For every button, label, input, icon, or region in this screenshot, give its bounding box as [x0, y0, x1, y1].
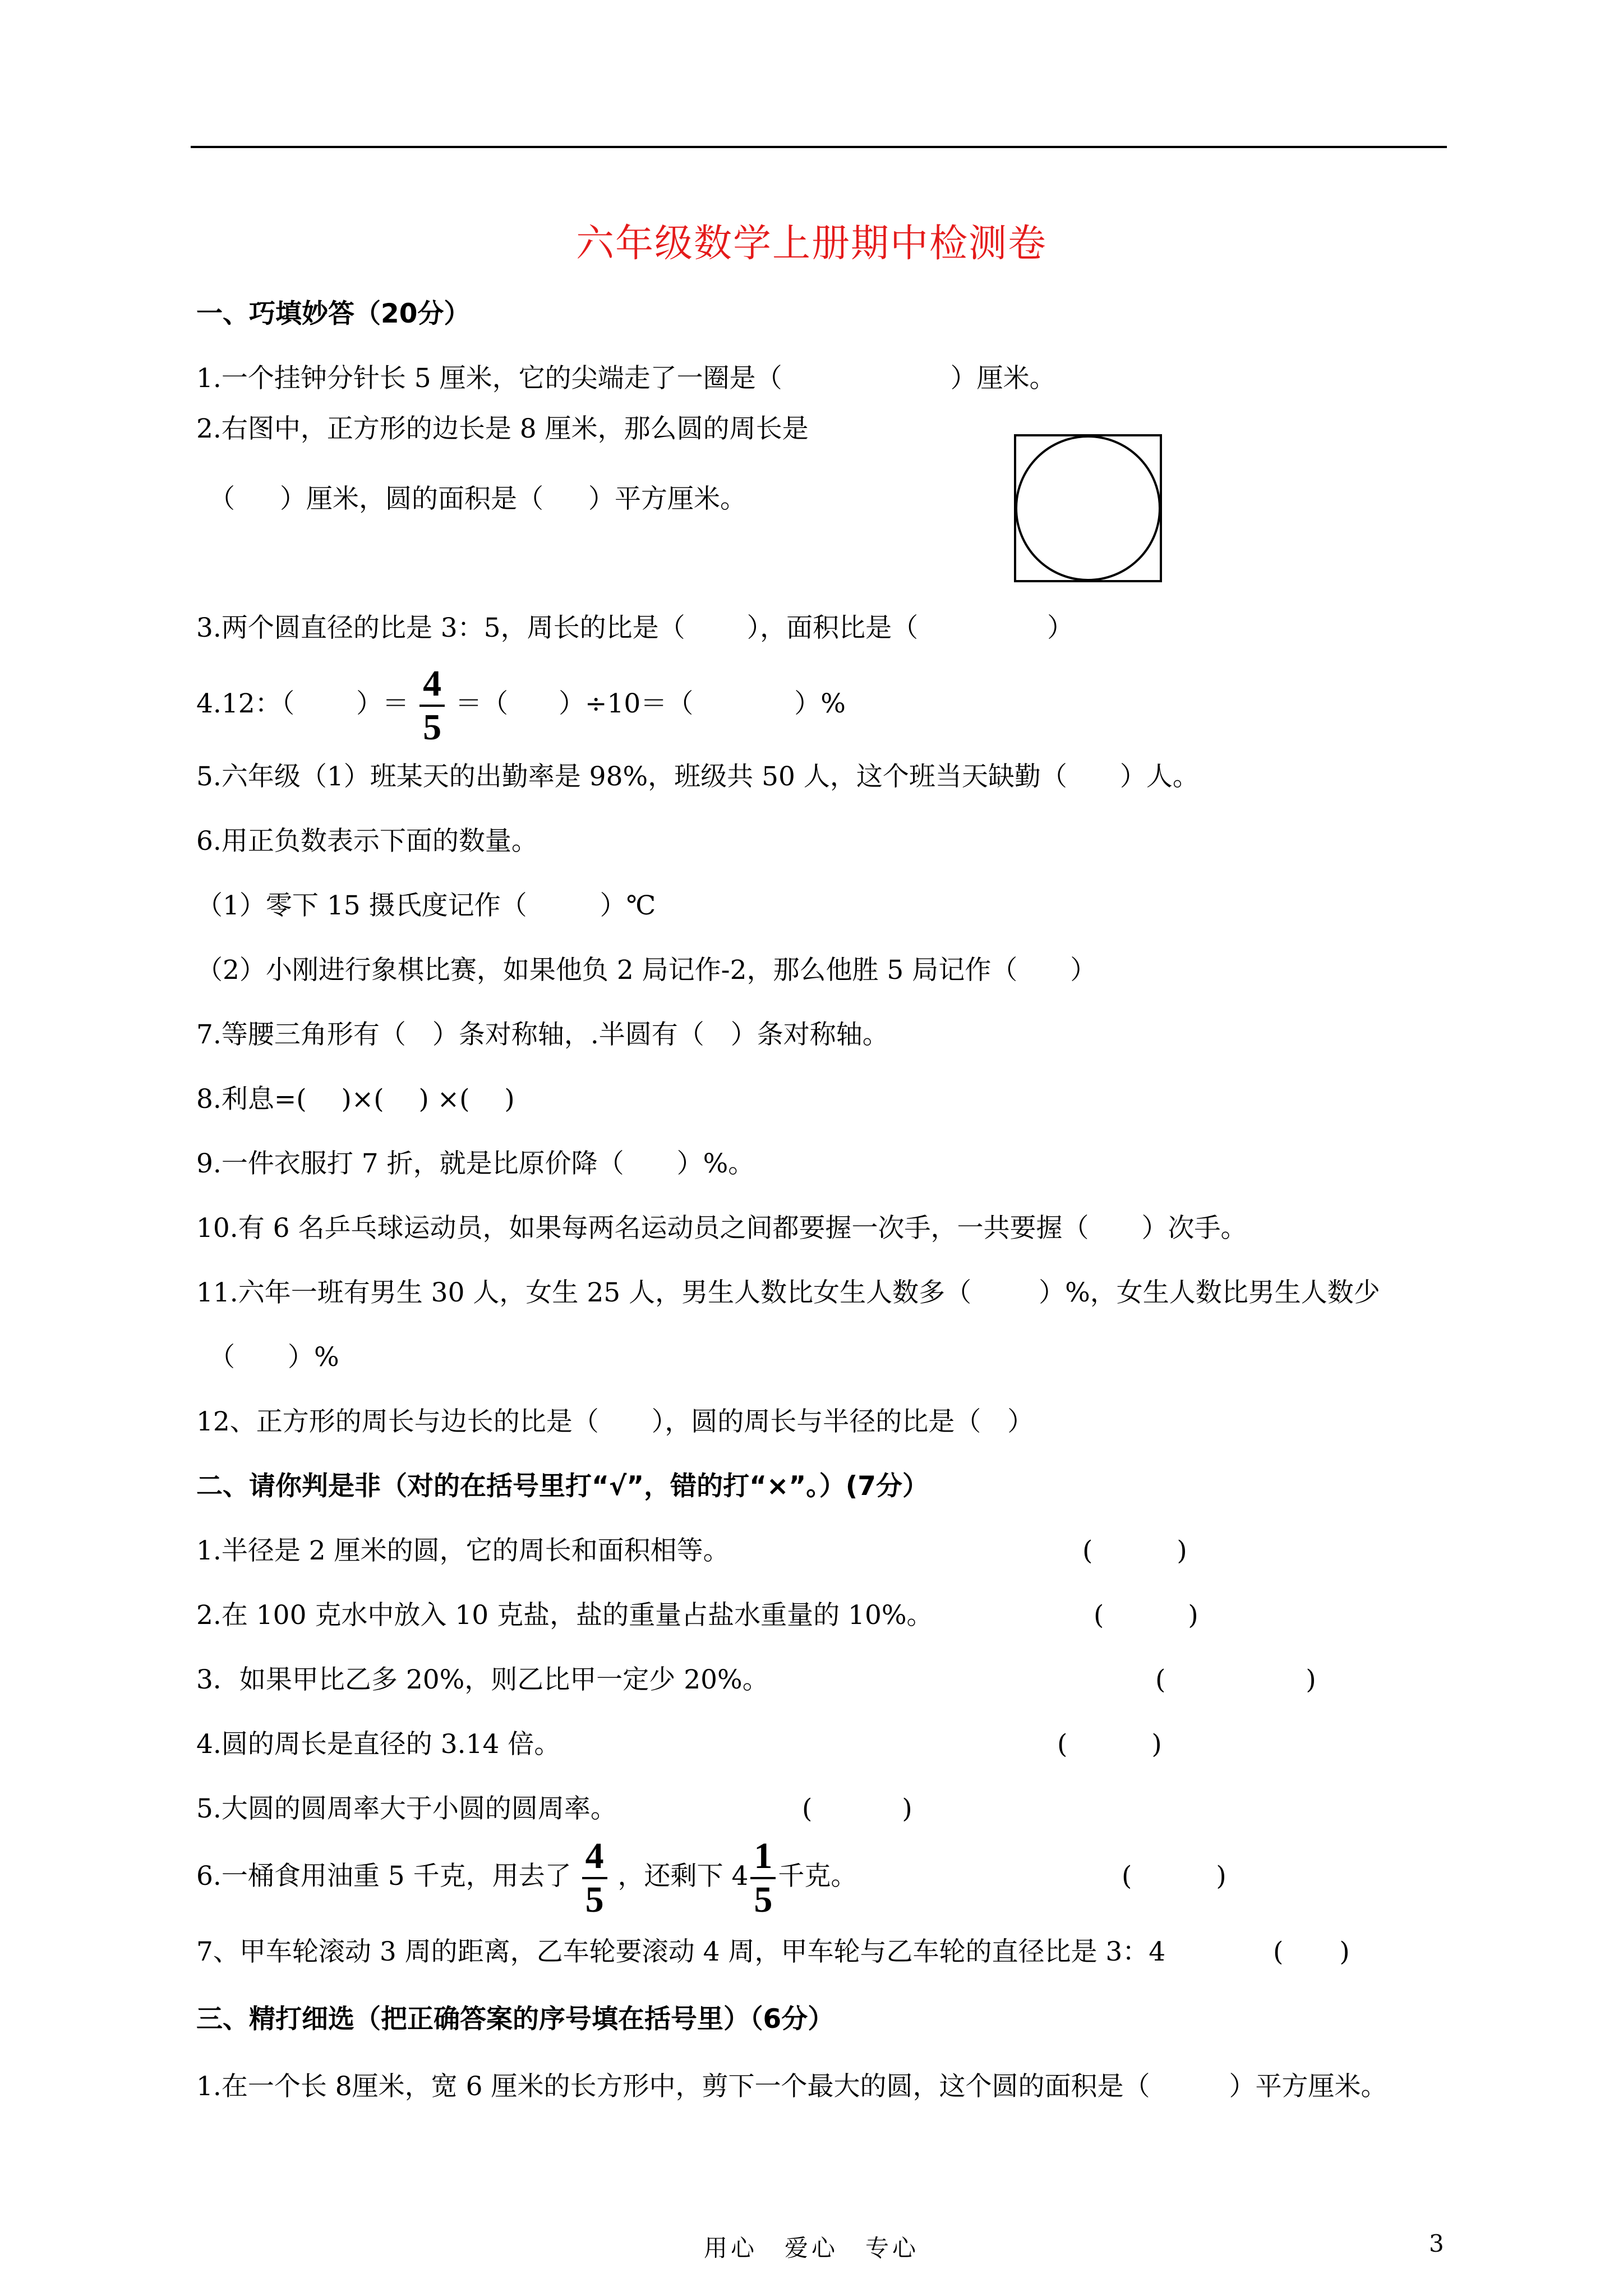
question-11-line-1: 11.六年一班有男生 30 人，女生 25 人，男生人数比女生人数多（ ）%，女生人数比男生人数少: [196, 1277, 1380, 1308]
fraction-four-fifths: $\frac{4}{5}$: [419, 665, 445, 746]
section-heading-3: 三、精打细选（把正确答案的序号填在括号里）（6分）: [196, 2004, 834, 2035]
question-4: 4.12：（ ）＝ $\frac{4}{5}$ ＝（ ）÷10＝（ ）%: [196, 663, 846, 748]
question-1: 1.一个挂钟分针长 5 厘米，它的尖端走了一圈是（ ）厘米。: [196, 363, 1056, 394]
page-number: 3: [1429, 2230, 1444, 2257]
question-2-line-2: （ ）厘米，圆的面积是（ ）平方厘米。: [209, 484, 746, 514]
tf-question-1: 1.半径是 2 厘米的圆，它的周长和面积相等。: [196, 1535, 730, 1566]
tf-answer-paren-6: ( ): [1122, 1861, 1227, 1892]
question-2-line-1: 2.右图中，正方形的边长是 8 厘米，那么圆的周长是: [196, 413, 809, 444]
tf-answer-paren-4: ( ): [1057, 1729, 1162, 1760]
tf-answer-paren-1: ( ): [1082, 1535, 1187, 1566]
page-title: 六年级数学上册期中检测卷: [575, 222, 1047, 266]
header-rule: [191, 146, 1447, 148]
question-7: 7.等腰三角形有（ ）条对称轴，.半圆有（ ）条对称轴。: [196, 1019, 889, 1050]
fraction-remaining-one-fifth: $\frac{1}{5}$: [750, 1838, 776, 1918]
section-heading-2: 二、请你判是非（对的在括号里打“√”，错的打“×”。）(7分）: [196, 1471, 929, 1502]
figure-circle: [1016, 436, 1160, 580]
tf-answer-paren-3: ( ): [1155, 1664, 1316, 1695]
question-6-sub-1: （1）零下 15 摄氏度记作（ ）℃: [196, 890, 656, 921]
tf-question-4: 4.圆的周长是直径的 3.14 倍。: [196, 1729, 561, 1760]
question-6-sub-2: （2）小刚进行象棋比赛，如果他负 2 局记作-2，那么他胜 5 局记作（ ）: [196, 955, 1097, 986]
square-with-inscribed-circle-figure: [1014, 434, 1162, 582]
tf-question-5: 5.大圆的圆周率大于小圆的圆周率。: [196, 1793, 617, 1824]
page-footer: 用心 爱心 专心: [703, 2234, 919, 2262]
mc-question-1: 1.在一个长 8厘米，宽 6 厘米的长方形中，剪下一个最大的圆，这个圆的面积是（ ）平方厘米。: [196, 2071, 1387, 2102]
question-3: 3.两个圆直径的比是 3：5，周长的比是（ ），面积比是（ ）: [196, 613, 1074, 643]
fraction-used-four-fifths: $\frac{4}{5}$: [582, 1838, 607, 1918]
question-11-line-2: （ ）%: [209, 1342, 339, 1373]
tf-question-7: 7、甲车轮滚动 3 周的距离，乙车轮要滚动 4 周，甲车轮与乙车轮的直径比是 3：4: [196, 1936, 1166, 1967]
tf-question-2: 2.在 100 克水中放入 10 克盐，盐的重量占盐水重量的 10%。: [196, 1600, 933, 1631]
question-6-stem: 6.用正负数表示下面的数量。: [196, 826, 538, 857]
tf-answer-paren-7: ( ): [1273, 1936, 1350, 1967]
tf-answer-paren-2: ( ): [1094, 1600, 1198, 1631]
question-5: 5.六年级（1）班某天的出勤率是 98%，班级共 50 人，这个班当天缺勤（ ）人。: [196, 761, 1199, 792]
section-heading-1: 一、巧填妙答（20分）: [196, 298, 471, 329]
question-8: 8.利息=( )×( ) ×( ): [196, 1084, 515, 1115]
tf-answer-paren-5: ( ): [802, 1793, 912, 1824]
tf-question-6: 6.一桶食用油重 5 千克，用去了 $\frac{4}{5}$ ，还剩下 4 $\frac{1}{5}$ 千克。: [196, 1835, 857, 1920]
tf-question-3: 3．如果甲比乙多 20%，则乙比甲一定少 20%。: [196, 1664, 769, 1695]
question-12: 12、正方形的周长与边长的比是（ ），圆的周长与半径的比是（ ）: [196, 1406, 1034, 1437]
question-9: 9.一件衣服打 7 折，就是比原价降（ ）%。: [196, 1148, 755, 1179]
question-10: 10.有 6 名乒乓球运动员，如果每两名运动员之间都要握一次手，一共要握（ ）次手。: [196, 1213, 1247, 1244]
